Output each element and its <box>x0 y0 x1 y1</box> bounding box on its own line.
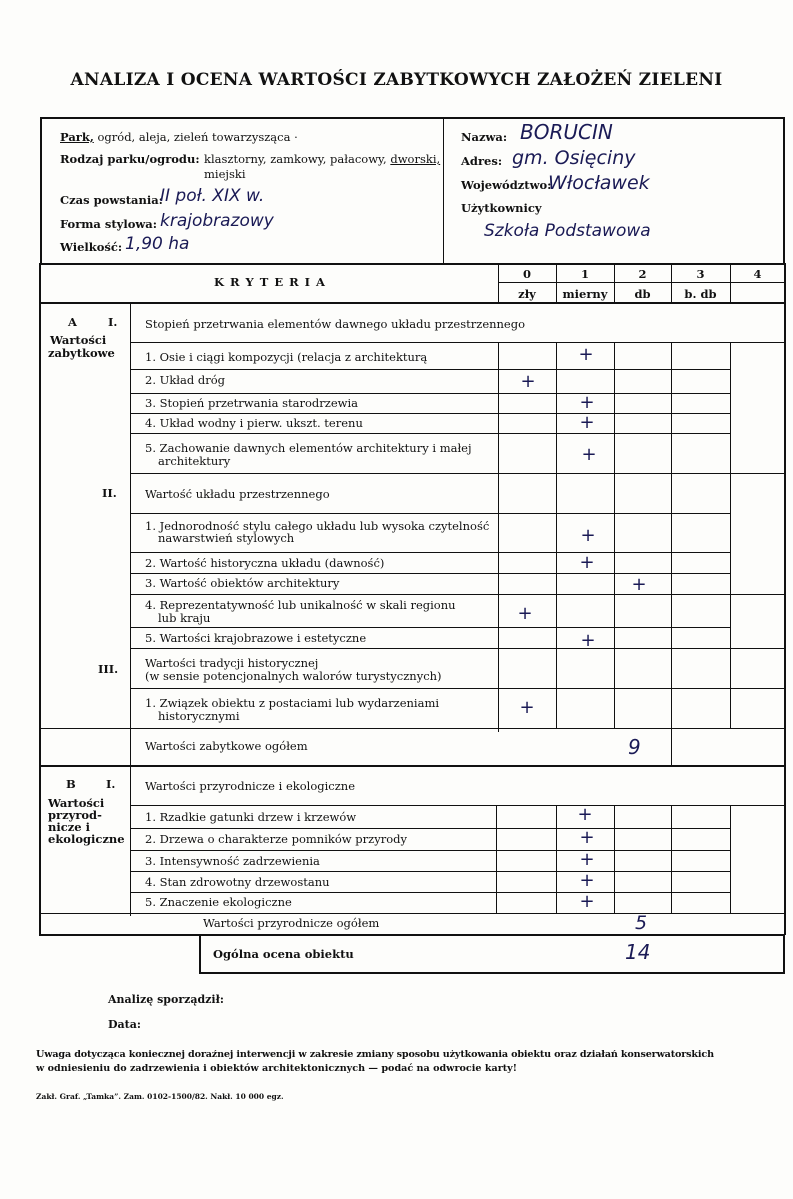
section-a-name-2: zabytkowe <box>48 346 115 360</box>
grid-col-4 <box>730 342 731 728</box>
row-a2-2: 2. Wartość historyczna układu (dawność) <box>145 556 385 570</box>
group-a2-title: Wartość układu przestrzennego <box>145 487 330 501</box>
row-a1-5: 5. Zachowanie dawnych elementów architektury i małej <box>145 441 472 455</box>
row-line <box>131 828 731 829</box>
nazwa-label: Nazwa: <box>461 130 508 144</box>
overall-value: 14 <box>625 940 651 964</box>
row-line <box>131 871 731 872</box>
uzytkownicy-label: Użytkownicy <box>461 201 542 215</box>
section-a-name-1: Wartości <box>50 333 107 347</box>
row-line <box>131 393 731 394</box>
header-mid-line <box>498 282 785 283</box>
row-line <box>131 413 731 414</box>
print-info: Zakł. Graf. „Tamka”. Zam. 0102-1500/82. Nakł. 10 000 egz. <box>36 1092 284 1101</box>
kryteria-header: K R Y T E R I A <box>214 275 326 289</box>
mark-b-4: + <box>579 870 595 891</box>
row-a2-1-cont: nawarstwień stylowych <box>158 531 295 545</box>
grid-col-0 <box>498 342 499 732</box>
uwaga-line-2: w odniesieniu do zadrzewienia i obiektów architektonicznych — podać na odwrocie karty! <box>36 1063 517 1074</box>
hdr-div-4 <box>730 264 731 302</box>
forma-label: Forma stylowa: <box>60 217 157 231</box>
col-3-label: b. db <box>684 287 717 301</box>
wielkosc-value: 1,90 ha <box>125 234 190 254</box>
grid-col-3 <box>671 342 672 765</box>
col-0-num: 0 <box>522 267 531 281</box>
section-b-name-1: Wartości <box>48 796 105 810</box>
rodzaj-options-text: klasztorny, zamkowy, pałacowy, <box>204 152 387 166</box>
grid-b-col-0 <box>496 805 497 913</box>
category-divider <box>130 303 131 916</box>
section-a-roman-3: III. <box>98 662 119 676</box>
row-line <box>131 688 785 689</box>
park-options: ogród, aleja, zieleń towarzysząca · <box>97 130 298 144</box>
section-b-name-2: przyrod- <box>48 808 102 822</box>
row-line <box>131 850 731 851</box>
row-line <box>131 648 785 649</box>
park-type-line <box>60 131 298 144</box>
mark-a2-4: + <box>517 603 533 624</box>
section-a-letter: A <box>68 315 77 329</box>
table-right <box>784 263 786 766</box>
row-b-1: 1. Rzadkie gatunki drzew i krzewów <box>145 810 357 824</box>
grid-b-col-2 <box>614 805 615 913</box>
rodzaj-label: Rodzaj parku/ogrodu: <box>60 152 200 166</box>
col-2-num: 2 <box>638 267 647 281</box>
hdr-div-2 <box>614 264 615 302</box>
grid-col-2 <box>614 342 615 728</box>
nazwa-value: BORUCIN <box>520 120 613 144</box>
row-line <box>131 627 731 628</box>
total-b-value: 5 <box>635 912 648 934</box>
row-a2-3: 3. Wartość obiektów architektury <box>145 576 340 590</box>
section-b-name-3: nicze i <box>48 820 90 834</box>
analiza-label: Analizę sporządził: <box>108 993 224 1006</box>
mark-a1-1: + <box>578 344 594 365</box>
section-b-name-4: ekologiczne <box>48 832 125 846</box>
mark-a2-3: + <box>631 574 647 595</box>
col-1-label: mierny <box>562 287 608 301</box>
czas-value: II poł. XIX w. <box>160 186 265 206</box>
row-line <box>131 433 731 434</box>
mark-b-3: + <box>579 849 595 870</box>
row-a2-1: 1. Jednorodność stylu całego układu lub wysoka czytelność <box>145 519 490 533</box>
hdr-div-1 <box>556 264 557 302</box>
table-left <box>39 263 41 936</box>
row-b-2: 2. Drzewa o charakterze pomników przyrody <box>145 832 407 846</box>
mark-a3-1: + <box>519 697 535 718</box>
grid-b-col-4 <box>730 805 731 913</box>
section-b-roman: I. <box>106 777 116 791</box>
row-a1-1: 1. Osie i ciągi kompozycji (relacja z architekturą <box>145 350 428 364</box>
row-a1-3: 3. Stopień przetrwania starodrzewia <box>145 396 358 410</box>
group-a3-title-1: Wartości tradycji historycznej <box>145 656 319 670</box>
row-a2-5: 5. Wartości krajobrazowe i estetyczne <box>145 631 367 645</box>
mark-a2-2: + <box>579 552 595 573</box>
col-3-num: 3 <box>696 267 705 281</box>
wojewodztwo-label: Województwo: <box>461 178 552 192</box>
czas-label: Czas powstania: <box>60 193 163 207</box>
row-line <box>131 513 731 514</box>
forma-value: krajobrazowy <box>160 211 274 231</box>
row-line <box>131 552 731 553</box>
total-b-label: Wartości przyrodnicze ogółem <box>203 916 380 930</box>
row-a2-4-cont: lub kraju <box>158 611 211 625</box>
row-line <box>40 913 785 914</box>
uwaga-line-1: Uwaga dotycząca koniecznej doraźnej interwencji w zakresie zmiany sposobu użytkowania obiektu oraz działań konserwatorskich <box>36 1049 714 1060</box>
uzytkownicy-value: Szkoła Podstawowa <box>484 221 651 241</box>
col-4-num: 4 <box>753 267 762 281</box>
row-line <box>131 342 785 343</box>
row-a1-4: 4. Układ wodny i pierw. ukszt. terenu <box>145 416 363 430</box>
wojewodztwo-value: Włocławek <box>548 172 650 194</box>
grid-b-col-1 <box>556 805 557 913</box>
group-a1-title: Stopień przetrwania elementów dawnego układu przestrzennego <box>145 317 526 331</box>
park-option-selected: Park, <box>60 130 94 144</box>
col-2-label: db <box>634 287 651 301</box>
col-0-label: zły <box>518 287 536 301</box>
adres-label: Adres: <box>461 154 503 168</box>
row-b-5: 5. Znaczenie ekologiczne <box>145 895 292 909</box>
group-b1-title: Wartości przyrodnicze i ekologiczne <box>145 779 356 793</box>
col-1-num: 1 <box>580 267 589 281</box>
hdr-div-3 <box>671 264 672 302</box>
section-b-letter: B <box>66 777 76 791</box>
group-a3-title-2: (w sensie potencjonalnych walorów turystycznych) <box>145 669 442 683</box>
overall-label: Ogólna ocena obiektu <box>213 947 354 961</box>
rodzaj-options-line2: miejski <box>204 167 246 181</box>
data-label: Data: <box>108 1018 141 1031</box>
row-line <box>131 892 731 893</box>
info-divider <box>443 118 444 264</box>
mark-b-1: + <box>577 804 593 825</box>
header-bottom <box>40 302 785 304</box>
rodzaj-option-selected: dworski, <box>390 152 441 166</box>
adres-value: gm. Osięciny <box>512 147 636 169</box>
row-a1-5-cont: architektury <box>158 454 231 468</box>
row-a1-2: 2. Układ dróg <box>145 373 226 387</box>
section-a-roman: I. <box>108 315 118 329</box>
row-a3-1: 1. Związek obiektu z postaciami lub wydarzeniami <box>145 696 440 710</box>
form-title: ANALIZA I OCENA WARTOŚCI ZABYTKOWYCH ZAŁOŻEŃ ZIELENI <box>70 70 723 90</box>
row-line <box>131 594 785 595</box>
table-right-b <box>784 765 786 935</box>
mark-a1-4: + <box>579 412 595 433</box>
row-a3-1-cont: historycznymi <box>158 709 240 723</box>
mark-a2-1: + <box>580 525 596 546</box>
rodzaj-options <box>204 153 440 166</box>
row-a2-4: 4. Reprezentatywność lub unikalność w skali regionu <box>145 598 456 612</box>
table-top <box>40 263 785 265</box>
row-line <box>131 369 731 370</box>
hdr-div-0 <box>498 264 499 302</box>
row-line <box>131 805 785 806</box>
grid-b-col-3 <box>671 805 672 913</box>
total-a-value: 9 <box>628 735 641 759</box>
mark-b-2: + <box>579 827 595 848</box>
wielkosc-label: Wielkość: <box>60 240 123 254</box>
mark-a2-5: + <box>580 630 596 651</box>
total-a-label: Wartości zabytkowe ogółem <box>145 739 308 753</box>
section-divider <box>40 765 785 767</box>
mark-a1-2: + <box>520 371 536 392</box>
row-line <box>40 728 785 729</box>
mark-b-5: + <box>579 891 595 912</box>
section-a-roman-2: II. <box>102 486 117 500</box>
mark-a1-5: + <box>581 444 597 465</box>
row-line <box>131 473 785 474</box>
mark-a1-3: + <box>579 392 595 413</box>
row-b-4: 4. Stan zdrowotny drzewostanu <box>145 875 330 889</box>
grid-col-1 <box>556 342 557 728</box>
row-b-3: 3. Intensywność zadrzewienia <box>145 854 320 868</box>
